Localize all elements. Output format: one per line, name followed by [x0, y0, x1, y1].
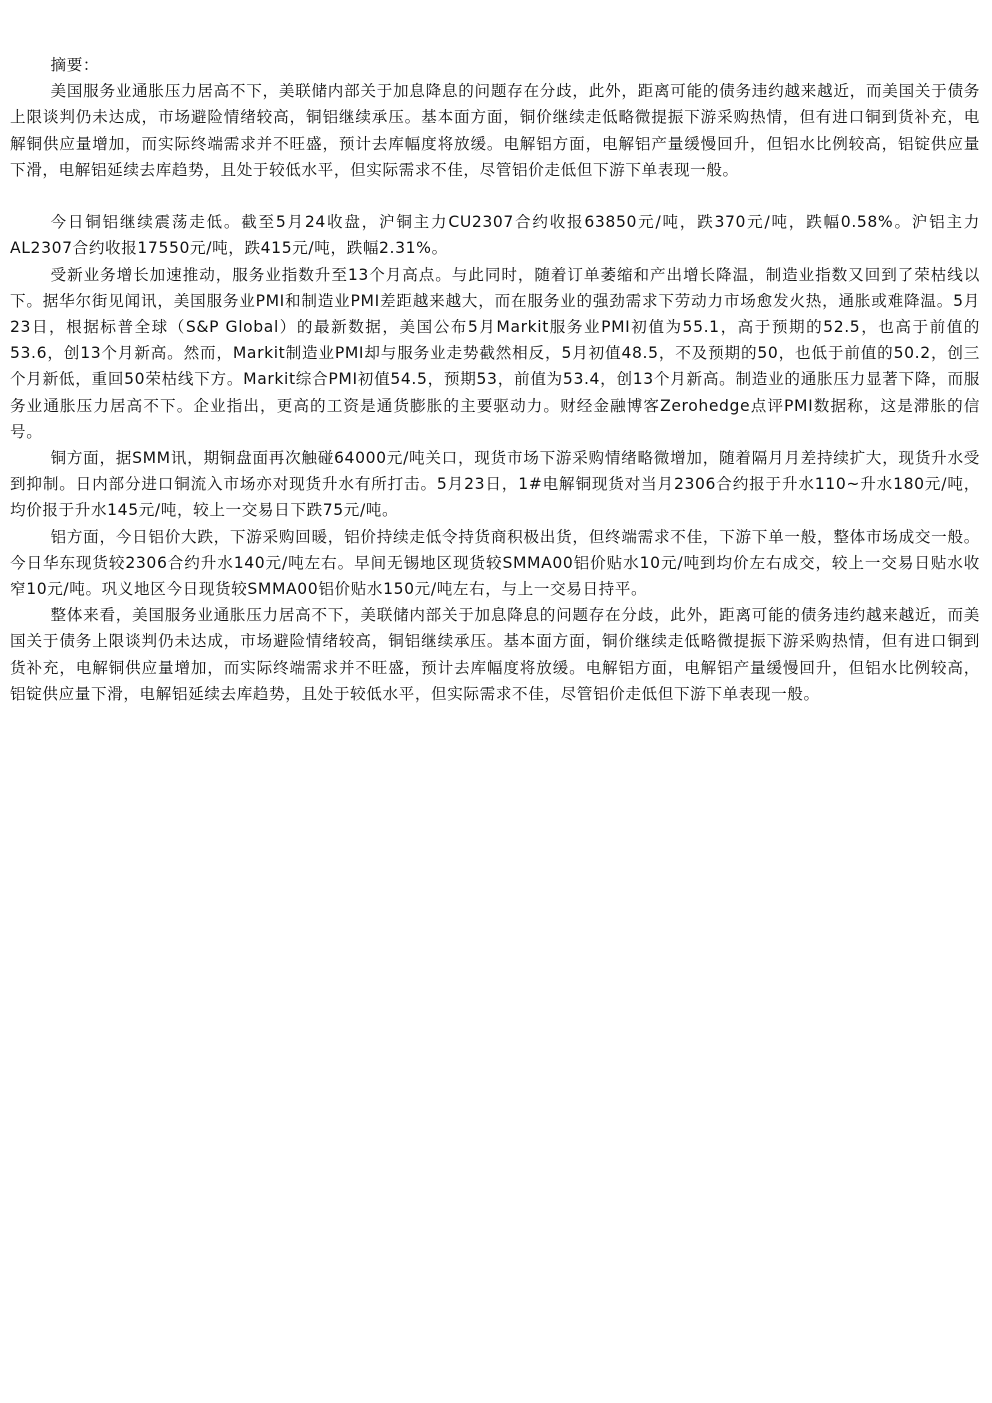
paragraph-spacer	[10, 183, 980, 209]
conclusion-paragraph: 整体来看，美国服务业通胀压力居高不下，美联储内部关于加息降息的问题存在分歧，此外，距离可能的债务违约越来越近，而美国关于债务上限谈判仍未达成，市场避险情绪较高，铜铝继续承压。基本面方面，铜价继续走低略微提振下游采购热情，但有进口铜到货补充，电解铜供应量增加，而实际终端需求并不旺盛，预计去库幅度将放缓。电解铝方面，电解铝产量缓慢回升，但铝水比例较高，铝锭供应量下滑，电解铝延续去库趋势，且处于较低水平，但实际需求不佳，尽管铝价走低但下游下单表现一般。	[10, 606, 980, 703]
copper-paragraph: 铜方面，据SMM讯，期铜盘面再次触碰64000元/吨关口，现货市场下游采购情绪略微增加，随着隔月月差持续扩大，现货升水受到抑制。日内部分进口铜流入市场亦对现货升水有所打击。5月23日，1#电解铜现货对当月2306合约报于升水110~升水180元/吨，均价报于升水145元/吨，较上一交易日下跌75元/吨。	[10, 449, 980, 520]
summary-paragraph: 美国服务业通胀压力居高不下，美联储内部关于加息降息的问题存在分歧，此外，距离可能的债务违约越来越近，而美国关于债务上限谈判仍未达成，市场避险情绪较高，铜铝继续承压。基本面方面，铜价继续走低略微提振下游采购热情，但有进口铜到货补充，电解铜供应量增加，而实际终端需求并不旺盛，预计去库幅度将放缓。电解铝方面，电解铝产量缓慢回升，但铝水比例较高，铝锭供应量下滑，电解铝延续去库趋势，且处于较低水平，但实际需求不佳，尽管铝价走低但下游下单表现一般。	[10, 82, 980, 179]
document-body	[10, 52, 980, 707]
abstract-heading: 摘要：	[50, 56, 100, 74]
pmi-paragraph: 受新业务增长加速推动，服务业指数升至13个月高点。与此同时，随着订单萎缩和产出增长降温，制造业指数又回到了荣枯线以下。据华尔街见闻讯，美国服务业PMI和制造业PMI差距越来越大，而在服务业的强劲需求下劳动力市场愈发火热，通胀或难降温。5月23日，根据标普全球（S&P Global）的最新数据，美国公布5月Markit服务业PMI初值为55.1，高于预期的52.5，也高于前值的53.6，创13个月新高。然而，Markit制造业PMI却与服务业走势截然相反，5月初值48.5，不及预期的50，也低于前值的50.2，创三个月新低，重回50荣枯线下方。Markit综合PMI初值54.5，预期53，前值为53.4，创13个月新高。制造业的通胀压力显著下降，而服务业通胀压力居高不下。企业指出，更高的工资是通货膨胀的主要驱动力。财经金融博客Zerohedge点评PMI数据称，这是滞胀的信号。	[10, 265, 980, 441]
market-close-paragraph: 今日铜铝继续震荡走低。截至5月24收盘，沪铜主力CU2307合约收报63850元/吨，跌370元/吨，跌幅0.58%。沪铝主力AL2307合约收报17550元/吨，跌415元/吨，跌幅2.31%。	[10, 213, 980, 258]
aluminum-paragraph: 铝方面，今日铝价大跌，下游采购回暖，铝价持续走低令持货商积极出货，但终端需求不佳，下游下单一般，整体市场成交一般。今日华东现货较2306合约升水140元/吨左右。早间无锡地区现货较SMMA00铝价贴水10元/吨到均价左右成交，较上一交易日贴水收窄10元/吨。巩义地区今日现货较SMMA00铝价贴水150元/吨左右，与上一交易日持平。	[10, 527, 980, 599]
